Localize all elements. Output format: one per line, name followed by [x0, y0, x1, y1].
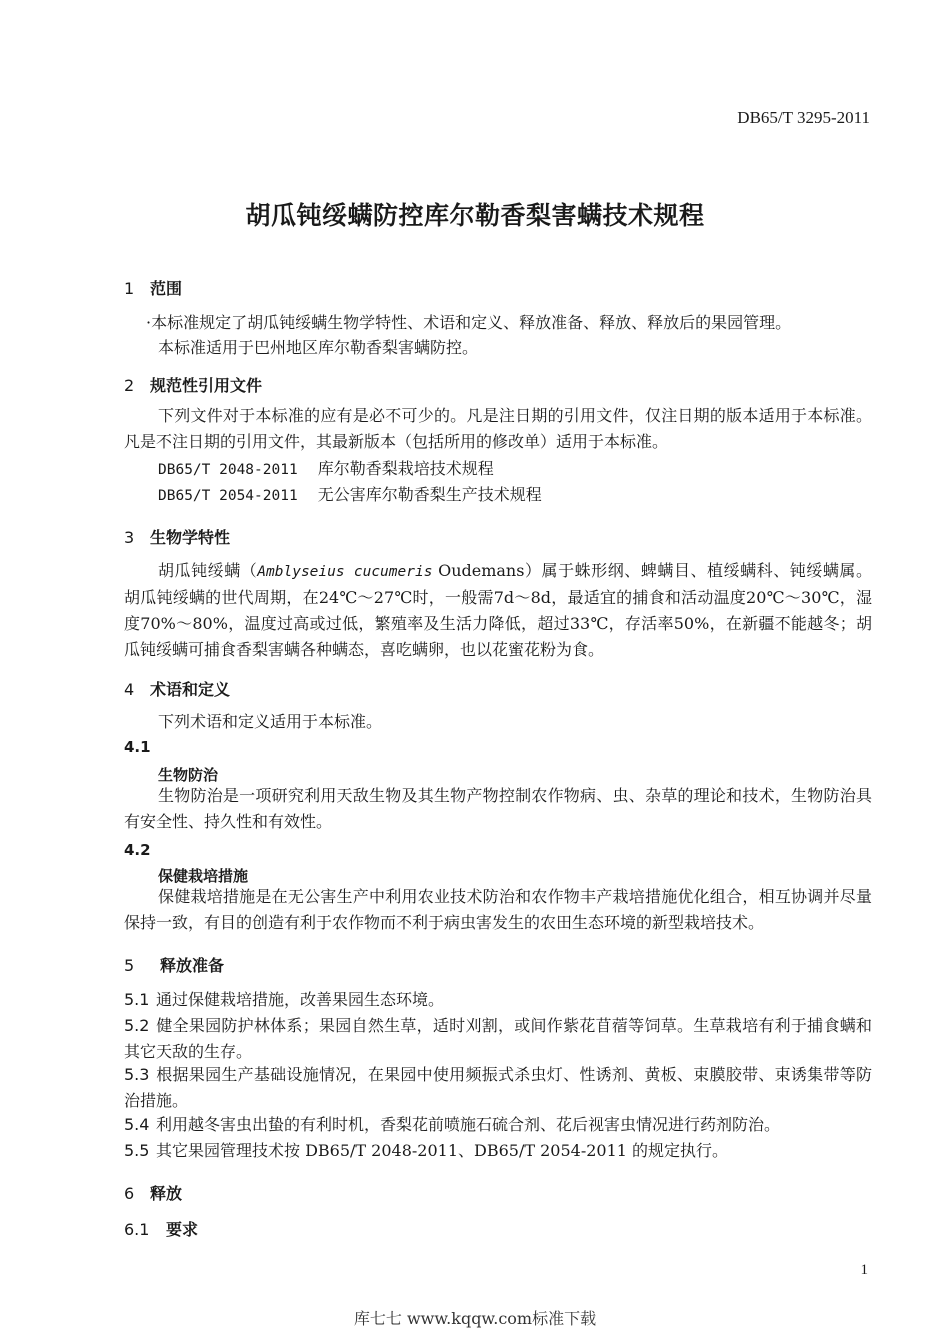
- section-5-item-2: 5.2 健全果园防护林体系；果园自然生草，适时刈割，或间作紫花苜蓿等饲草。生草栽培有利于捕食螨和其它天敌的生存。: [124, 1016, 872, 1061]
- section-3-paragraph: 胡瓜钝绥螨（Amblyseius cucumeris Oudemans）属于蛛形纲、蜱螨目、植绥螨科、钝绥螨属。胡瓜钝绥螨的世代周期，在24℃～27℃时，一般需7d～8d，最适宜的捕食和活动温度20℃～30℃，湿度70%～80%，温度过高或过低，繁殖率及生活力降低，超过33℃，存活率50%，在新疆不能越冬；胡瓜钝绥螨可捕食香梨害螨各种螨态，喜吃螨卵，也以花蜜花粉为食。: [124, 561, 872, 659]
- term-4-1-definition: 生物防治是一项研究利用天敌生物及其生物产物控制农作物病、虫、杂草的理论和技术，生物防治具有安全性、持久性和有效性。: [124, 786, 872, 831]
- term-4-1-number: 4.1: [124, 738, 151, 756]
- page-number: 1: [860, 1262, 868, 1278]
- section-5-heading: 5 释放准备: [124, 956, 225, 975]
- section-1-heading: 1 范围: [124, 279, 183, 298]
- term-4-2-name: 保健栽培措施: [158, 867, 249, 885]
- section-3-heading: 3 生物学特性: [124, 528, 231, 547]
- section-6-heading: 6 释放: [124, 1184, 183, 1203]
- section-1-line-1: ·本标准规定了胡瓜钝绥螨生物学特性、术语和定义、释放准备、释放、释放后的果园管理。: [146, 313, 792, 332]
- term-4-2-number: 4.2: [124, 841, 151, 859]
- section-5-item-3: 5.3 根据果园生产基础设施情况，在果园中使用频振式杀虫灯、性诱剂、黄板、束膜胶带、束诱集带等防治措施。: [124, 1065, 872, 1110]
- reference-row-1: DB65/T 2048-2011 库尔勒香梨栽培技术规程: [158, 459, 494, 478]
- section-5-item-5: 5.5 其它果园管理技术按 DB65/T 2048-2011、DB65/T 2054-2011 的规定执行。: [124, 1141, 729, 1160]
- term-4-1-name: 生物防治: [158, 766, 219, 784]
- section-5-item-4: 5.4 利用越冬害虫出蛰的有利时机，香梨花前喷施石硫合剂、花后视害虫情况进行药剂防治。: [124, 1115, 781, 1134]
- reference-row-2: DB65/T 2054-2011 无公害库尔勒香梨生产技术规程: [158, 485, 542, 504]
- section-4-heading: 4 术语和定义: [124, 680, 231, 699]
- section-4-intro: 下列术语和定义适用于本标准。: [158, 712, 383, 731]
- section-1-line-2: 本标准适用于巴州地区库尔勒香梨害螨防控。: [158, 338, 479, 357]
- document-title: 胡瓜钝绥螨防控库尔勒香梨害螨技术规程: [245, 201, 705, 230]
- section-6-1-heading: 6.1 要求: [124, 1220, 199, 1239]
- section-5-item-1: 5.1 通过保健栽培措施，改善果园生态环境。: [124, 990, 445, 1009]
- standard-code: DB65/T 3295-2011: [737, 108, 870, 127]
- site-watermark: 库七七 www.kqqw.com标准下载: [353, 1309, 597, 1328]
- section-2-heading: 2 规范性引用文件: [124, 376, 263, 395]
- section-2-paragraph: 下列文件对于本标准的应有是必不可少的。凡是注日期的引用文件，仅注日期的版本适用于本标准。凡是不注日期的引用文件，其最新版本（包括所用的修改单）适用于本标准。: [124, 406, 872, 451]
- term-4-2-definition: 保健栽培措施是在无公害生产中利用农业技术防治和农作物丰产栽培措施优化组合，相互协调并尽量保持一致，有目的创造有利于农作物而不利于病虫害发生的农田生态环境的新型栽培技术。: [124, 887, 872, 932]
